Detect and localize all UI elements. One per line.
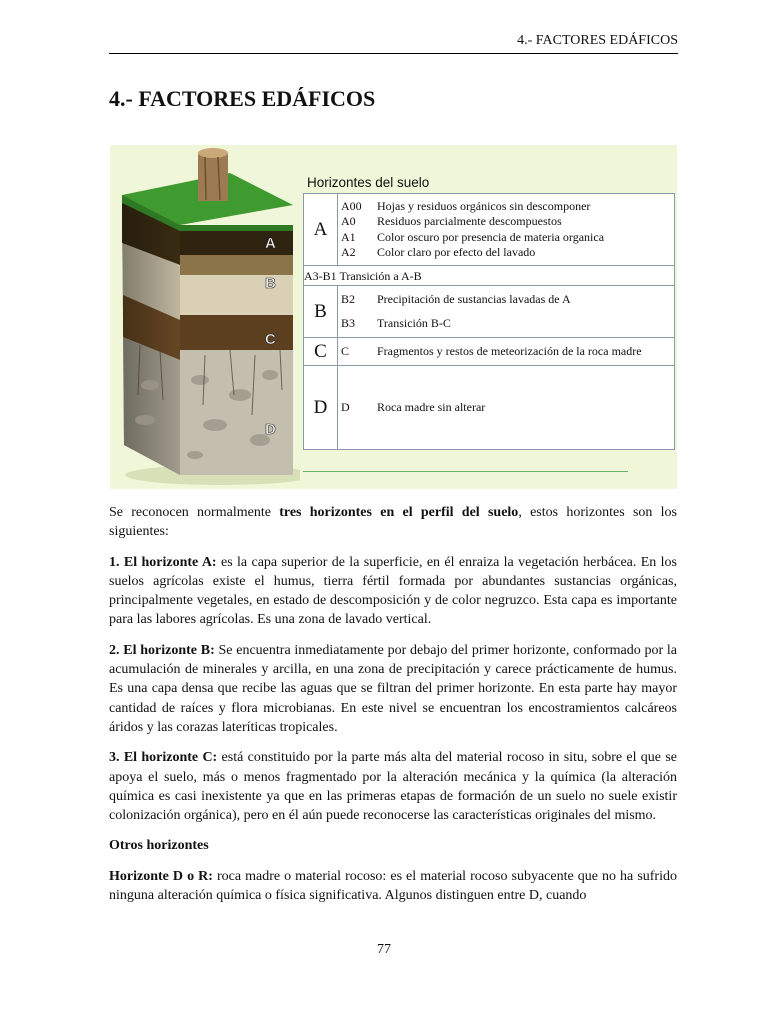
intro-paragraph: Se reconocen normalmente tres horizontes en el perfil del suelo, estos horizontes son los siguientes: bbox=[109, 505, 677, 540]
horizons-table bbox=[303, 193, 675, 450]
soil-label-b: B bbox=[265, 275, 276, 292]
soil-label-c: C bbox=[265, 331, 276, 348]
horizon-code: A00 bbox=[341, 198, 362, 213]
figure-baseline-rule bbox=[303, 471, 628, 472]
horizon-code: C bbox=[341, 343, 350, 358]
paragraph-horizon-a: 1. El horizonte A: es la capa superior de la superficie, en él enraiza la vegetación herbácea. En los suelos agrícolas existe el humus, tierra fértil formada por abundantes sustancias orgánicas, principalmente vegetales, en estado de descomposición y de color negruzco. Esta capa es importante para las labores agrícolas. Es una zona de lavado vertical. bbox=[109, 554, 677, 628]
horizon-code: A0 bbox=[341, 214, 356, 228]
horizon-row-a bbox=[304, 194, 675, 266]
horizon-code: A2 bbox=[341, 245, 356, 259]
soil-profile-illustration bbox=[110, 145, 300, 489]
horizon-desc: Roca madre sin alterar bbox=[377, 399, 486, 414]
horizon-row-c bbox=[304, 338, 675, 366]
horizon-desc: Fragmentos y restos de meteorización de la roca madre bbox=[377, 343, 642, 358]
body-text bbox=[109, 503, 677, 916]
transition-text: A3-B1 Transición a A-B bbox=[304, 266, 675, 286]
horizon-transition-row bbox=[304, 266, 675, 286]
horizon-code: B3 bbox=[341, 316, 356, 330]
horizon-desc: Precipitación de sustancias lavadas de A bbox=[377, 291, 571, 306]
horizon-desc: Color claro por efecto del lavado bbox=[377, 245, 536, 259]
horizon-desc: Transición B-C bbox=[377, 316, 451, 330]
paragraph-horizon-b: 2. El horizonte B: Se encuentra inmediatamente por debajo del primer horizonte, conformado por la acumulación de minerales y arcilla, en una zona de precipitación y carece prácticamente de humus. Es una capa densa que recibe las aguas que se filtran del primer horizonte. En esta parte hay mayor cantidad de raíces y flora microbianas. En este nivel se encuentran los encostramientos calcáreos áridos y las corazas lateríticas tropicales. bbox=[109, 642, 677, 735]
paragraph-horizon-c: 3. El horizonte C: está constituido por la parte más alta del material rocoso in situ, sobre el que se apoya el suelo, más o menos fragmentado por la alteración mecánica y la química (la alteración química es casi inexistente ya que en las primeras etapas de formación de un suelo no suele existir colonización orgánica), pero en él aún puede reconocerse las características originales del mismo. bbox=[109, 750, 677, 824]
paragraph-horizon-d: Horizonte D o R: roca madre o material rocoso: es el material rocoso subyacente que no ha sufrido ninguna alteración química o física significativa. Algunos distinguen entre D, cuando bbox=[109, 868, 677, 904]
horizon-code: B2 bbox=[341, 291, 356, 306]
horizon-code: A1 bbox=[341, 229, 356, 244]
horizon-row-d bbox=[304, 366, 675, 450]
soil-label-d: D bbox=[265, 421, 276, 438]
soil-horizons-figure bbox=[110, 145, 677, 489]
page-title: 4.- FACTORES EDÁFICOS bbox=[109, 86, 376, 111]
horizons-table-title: Horizontes del suelo bbox=[307, 175, 430, 190]
horizon-desc: Residuos parcialmente descompuestos bbox=[377, 214, 562, 228]
horizon-row-b bbox=[304, 286, 675, 338]
horizon-letter: B bbox=[304, 286, 338, 338]
horizon-letter: A bbox=[304, 194, 338, 266]
header-rule bbox=[109, 53, 678, 54]
horizon-desc: Hojas y residuos orgánicos sin descomponer bbox=[377, 198, 591, 213]
horizon-letter: D bbox=[304, 366, 338, 450]
horizon-desc: Color oscuro por presencia de materia organica bbox=[377, 229, 605, 244]
subheading-otros-horizontes: Otros horizontes bbox=[109, 838, 209, 854]
running-header: 4.- FACTORES EDÁFICOS bbox=[517, 33, 678, 48]
horizon-letter: C bbox=[304, 338, 338, 366]
soil-label-a: A bbox=[265, 235, 276, 252]
page-number: 77 bbox=[377, 942, 391, 957]
horizon-code: D bbox=[341, 399, 350, 414]
